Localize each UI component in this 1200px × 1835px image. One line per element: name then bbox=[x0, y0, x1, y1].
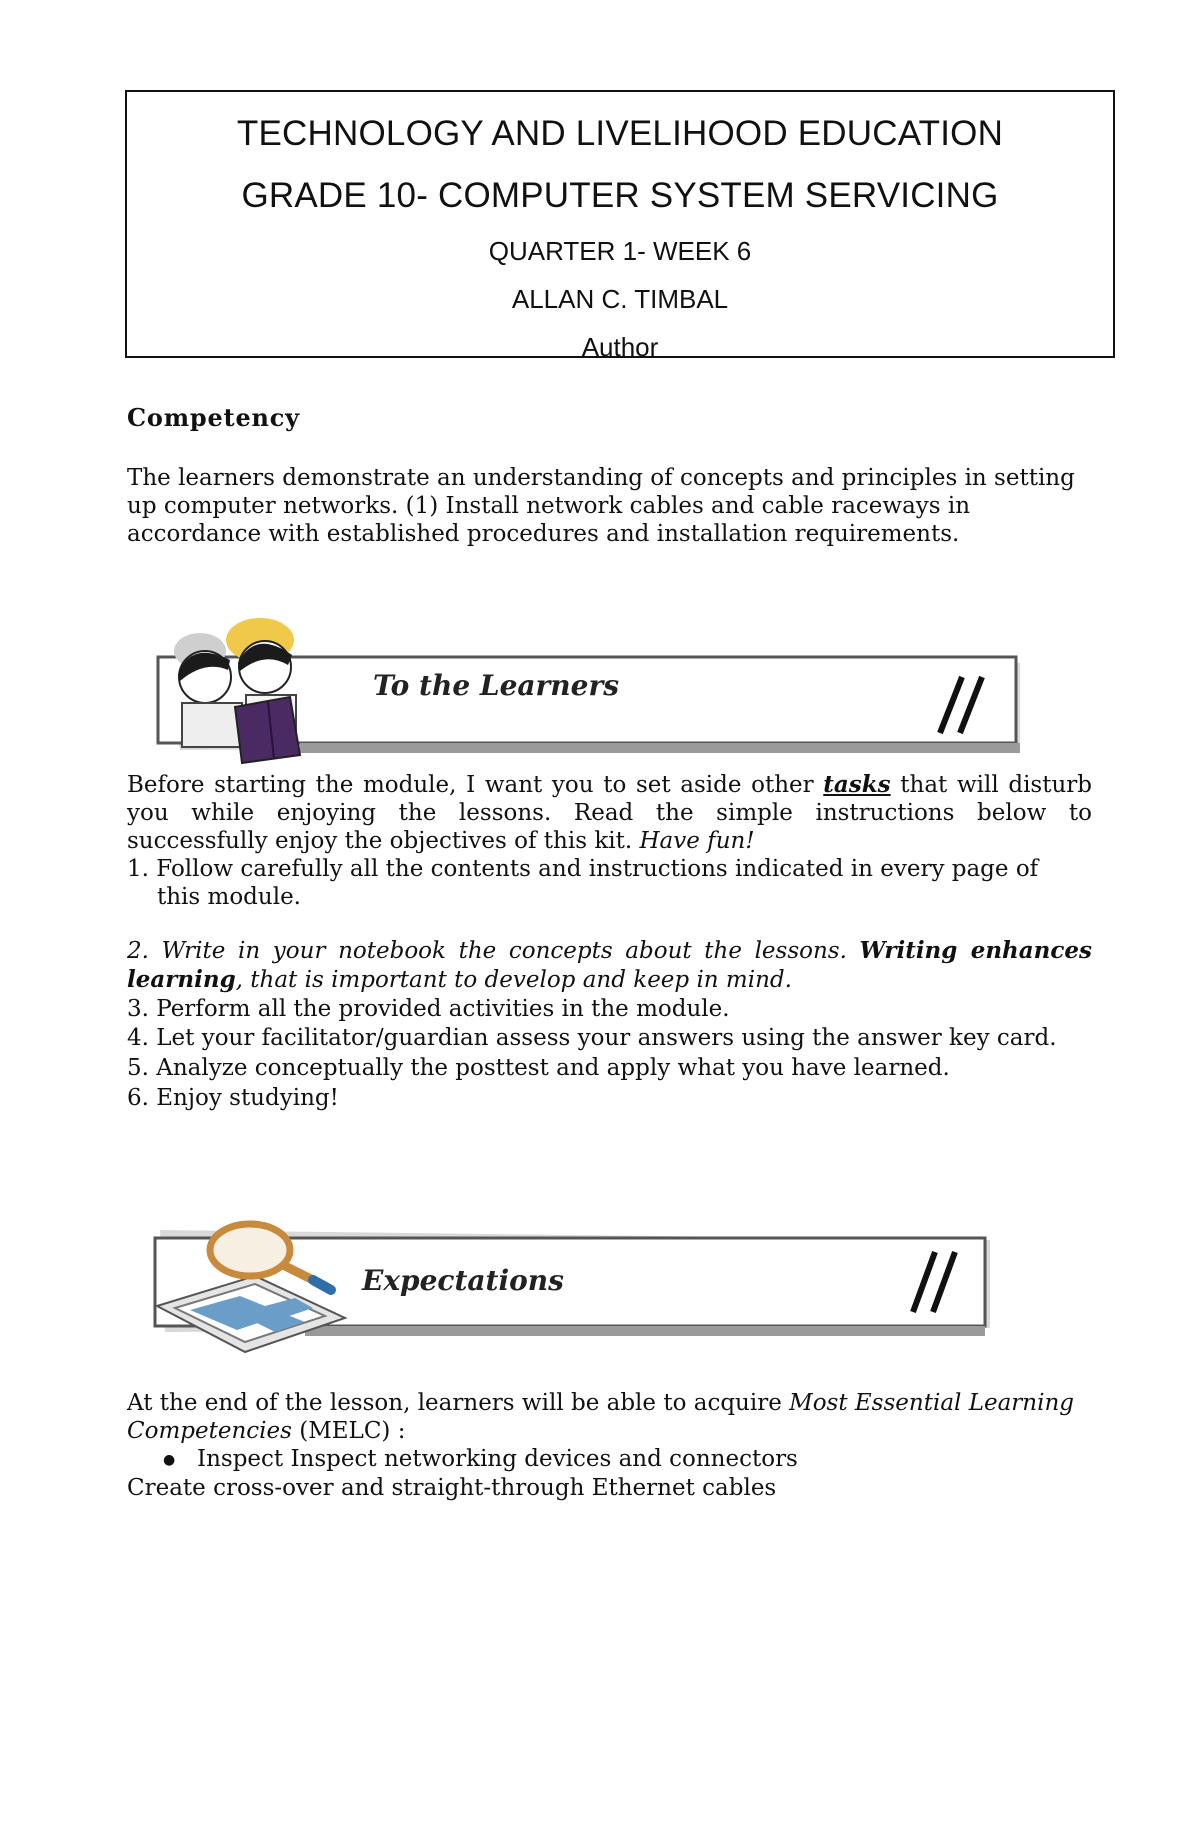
learners-intro-line-3 bbox=[127, 827, 755, 855]
learners-intro-line-2 bbox=[127, 799, 1092, 827]
melc-italic-b: Competencies bbox=[127, 1418, 292, 1444]
competency-line-2: up computer networks. (1) Install network cables and cable raceways in bbox=[127, 493, 971, 519]
list-item-2-line-1 bbox=[127, 937, 1092, 965]
melc-italic-a: Most Essential Learning bbox=[789, 1390, 1074, 1416]
bullet-text: Inspect Inspect networking devices and connectors bbox=[197, 1446, 798, 1472]
list-item-4: 4. Let your facilitator/guardian assess your answers using the answer key card. bbox=[127, 1025, 1057, 1051]
title-box bbox=[125, 90, 1115, 362]
list-item-6: 6. Enjoy studying! bbox=[127, 1085, 339, 1111]
intro-line-3-text: successfully enjoy the objectives of this kit. bbox=[127, 828, 640, 854]
expectations-line-1 bbox=[127, 1389, 1074, 1417]
item-2-bold-a: Writing enhances bbox=[859, 937, 1092, 964]
intro-text-a: Before starting the module, I want you to set aside other bbox=[127, 772, 824, 798]
list-item-3: 3. Perform all the provided activities in the module. bbox=[127, 996, 730, 1022]
expectations-text-a: At the end of the lesson, learners will be able to acquire bbox=[127, 1390, 790, 1416]
learners-intro-line-1 bbox=[127, 771, 1092, 799]
item-2-text-b: , that is important to develop and keep in mind. bbox=[235, 967, 792, 993]
intro-line-2-text: you while enjoying the lessons. Read the simple instructions below to bbox=[127, 800, 1092, 826]
expectations-line-last: Create cross-over and straight-through Ethernet cables bbox=[127, 1475, 777, 1501]
author-name: ALLAN C. TIMBAL bbox=[511, 284, 729, 314]
grade-title: GRADE 10- COMPUTER SYSTEM SERVICING bbox=[241, 176, 999, 215]
intro-text-b: that will disturb bbox=[890, 772, 1092, 798]
item-2-text-a: 2. Write in your notebook the concepts about the lessons. bbox=[127, 938, 860, 964]
expectations-text-b: (MELC) : bbox=[291, 1418, 406, 1444]
item-2-bold-b: learning bbox=[127, 966, 236, 993]
list-item-1-line-2: this module. bbox=[157, 884, 301, 910]
have-fun-text: Have fun! bbox=[639, 828, 755, 854]
expectations-bullet-item bbox=[163, 1445, 798, 1474]
list-item-1-line-1: 1. Follow carefully all the contents and instructions indicated in every page of bbox=[127, 856, 1039, 882]
competency-heading: Competency bbox=[127, 403, 300, 432]
expectations-line-2 bbox=[127, 1417, 405, 1445]
competency-line-1: The learners demonstrate an understanding of concepts and principles in setting bbox=[127, 465, 1075, 491]
intro-tasks-emphasis: tasks bbox=[823, 771, 891, 798]
bullet-icon: ● bbox=[163, 1452, 176, 1468]
expectations-banner bbox=[145, 1210, 1005, 1360]
expectations-label: Expectations bbox=[362, 1264, 564, 1297]
subject-title: TECHNOLOGY AND LIVELIHOOD EDUCATION bbox=[236, 114, 1004, 153]
list-item-2-line-2 bbox=[127, 966, 792, 994]
to-the-learners-label: To the Learners bbox=[373, 669, 619, 702]
list-item-5: 5. Analyze conceptually the posttest and apply what you have learned. bbox=[127, 1055, 950, 1081]
author-label: Author bbox=[581, 332, 659, 362]
quarter-label: QUARTER 1- WEEK 6 bbox=[488, 236, 752, 266]
competency-line-3: accordance with established procedures and installation requirements. bbox=[127, 521, 960, 547]
